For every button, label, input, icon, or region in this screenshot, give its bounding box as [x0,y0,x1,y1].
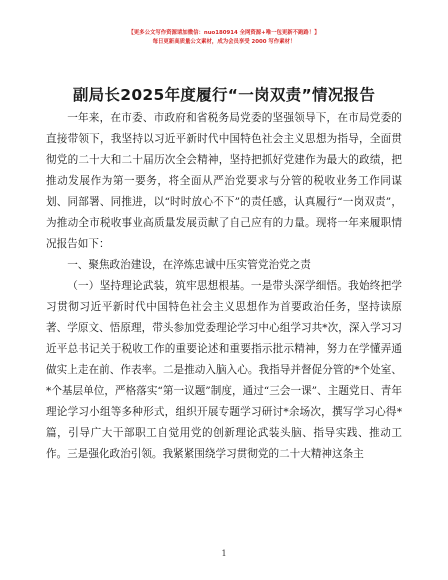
document-title: 副局长2025年度履行“一岗双责”情况报告 [72,86,376,104]
promo-line-2: 每日更新高质量公文素材，成为会员享受 2000 写作素材！ [152,39,296,45]
intro-paragraph: 一年来，在市委、市政府和省税务局党委的坚强领导下，在市局党委的直接带领下，我坚持以习近平新时代中国特色社会主义思想为指导，全面贯彻党的二十大和二十届历次全会精神，坚持把抓好党建作为最大的政绩，把推动发展作为第一要务，将全面从严治党要求与分管的税收业务工作同谋划、同部署、同推进，以“时时放心不下”的责任感，认真履行“一岗双责”，为推动全市税收事业高质量发展贡献了自己应有的力量。现将一年来履职情况报告如下： [46,112,402,250]
body-paragraph: （一）坚持理论武装，筑牢思想根基。一是带头深学细悟。我始终把学习贯彻习近平新时代中国特色社会主义思想作为首要政治任务，坚持读原著、学原文、悟原理，带头参加党委理论学习中心组学习共*次，深入学习习近平总书记关于税收工作的重要论述和重要指示批示精神，努力在学懂弄通做实上走在前、作表率。二是推动入脑入心。我指导并督促分管的*个处室、*个基层单位，严格落实“第一议题”制度，通过“三会一课”、主题党日、青年理论学习小组等多种形式，组织开展专题学习研讨*余场次，撰写学习心得*篇，引导广大干部职工自觉用党的创新理论武装头脑、指导实践、推动工作。三是强化政治引领。我紧紧围绕学习贯彻党的二十大精神这条主 [46,280,402,460]
section-heading: 一、聚焦政治建设，在淬炼忠诚中压实管党治党之责 [67,259,311,271]
document-body [46,108,402,465]
page-number: 1 [221,549,227,558]
promo-banner [40,29,408,47]
promo-line-1: 【更多公文写作资源请加微信：nuo180914 全网资源+唯一包更新不跑路！】 [128,30,320,36]
